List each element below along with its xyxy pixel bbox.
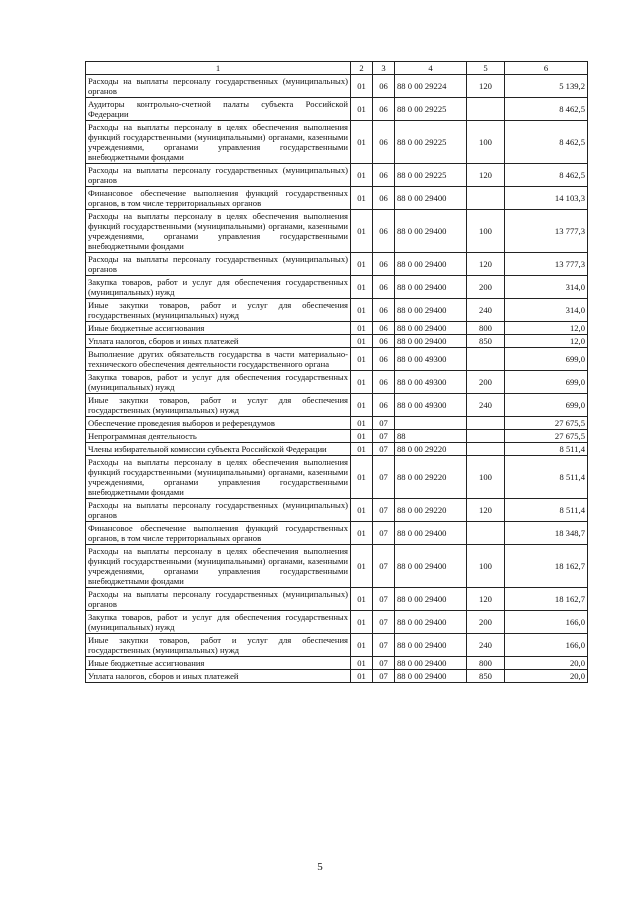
row-amount-cell: 8 511,4 (505, 443, 588, 456)
row-subsection-cell: 06 (373, 276, 395, 299)
budget-table (85, 61, 588, 683)
table-row (86, 522, 588, 545)
row-amount-cell: 8 462,5 (505, 121, 588, 164)
table-header (86, 62, 588, 75)
row-name-cell: Аудиторы контрольно-счетной палаты субъекта Российской Федерации (86, 98, 351, 121)
row-name-cell: Расходы на выплаты персоналу в целях обеспечения выполнения функций государственными (муниципальными) органами, казенными учреждениями, органами управления государственными внебюджетными фондами (86, 456, 351, 499)
row-subsection-cell: 07 (373, 657, 395, 670)
row-section-cell: 01 (351, 417, 373, 430)
row-expense-type-cell: 120 (467, 588, 505, 611)
row-expense-type-cell (467, 417, 505, 430)
row-subsection-cell: 07 (373, 522, 395, 545)
row-subsection-cell: 07 (373, 588, 395, 611)
row-target-article-cell: 88 0 00 29225 (395, 121, 467, 164)
row-section-cell: 01 (351, 611, 373, 634)
table-row (86, 443, 588, 456)
row-subsection-cell: 07 (373, 545, 395, 588)
row-target-article-cell: 88 0 00 29225 (395, 164, 467, 187)
header-cell-amount: 6 (505, 62, 588, 75)
row-subsection-cell: 06 (373, 335, 395, 348)
row-expense-type-cell: 120 (467, 164, 505, 187)
row-expense-type-cell: 850 (467, 670, 505, 683)
row-name-cell: Непрограммная деятельность (86, 430, 351, 443)
row-amount-cell: 27 675,5 (505, 417, 588, 430)
row-section-cell: 01 (351, 322, 373, 335)
table-row (86, 670, 588, 683)
row-section-cell: 01 (351, 210, 373, 253)
header-row (86, 62, 588, 75)
row-name-cell: Закупка товаров, работ и услуг для обеспечения государственных (муниципальных) нужд (86, 371, 351, 394)
page-number: 5 (317, 861, 323, 873)
table-row (86, 499, 588, 522)
row-target-article-cell: 88 0 00 29400 (395, 670, 467, 683)
row-expense-type-cell (467, 443, 505, 456)
row-name-cell: Иные закупки товаров, работ и услуг для обеспечения государственных (муниципальных) нужд (86, 299, 351, 322)
row-amount-cell: 12,0 (505, 335, 588, 348)
row-subsection-cell: 07 (373, 456, 395, 499)
table-row (86, 348, 588, 371)
row-target-article-cell (395, 417, 467, 430)
table-row (86, 417, 588, 430)
row-section-cell: 01 (351, 456, 373, 499)
row-target-article-cell: 88 0 00 29220 (395, 443, 467, 456)
row-expense-type-cell (467, 430, 505, 443)
row-target-article-cell: 88 0 00 49300 (395, 348, 467, 371)
table-row (86, 164, 588, 187)
row-target-article-cell: 88 0 00 29400 (395, 634, 467, 657)
row-subsection-cell: 06 (373, 253, 395, 276)
row-subsection-cell: 07 (373, 443, 395, 456)
row-name-cell: Расходы на выплаты персоналу государственных (муниципальных) органов (86, 75, 351, 98)
row-section-cell: 01 (351, 121, 373, 164)
table-body (86, 75, 588, 683)
row-name-cell: Финансовое обеспечение выполнения функций государственных органов, в том числе территориальных органов (86, 187, 351, 210)
row-target-article-cell: 88 0 00 29400 (395, 299, 467, 322)
row-subsection-cell: 06 (373, 210, 395, 253)
table-row (86, 588, 588, 611)
row-section-cell: 01 (351, 371, 373, 394)
table-row (86, 657, 588, 670)
row-target-article-cell: 88 0 00 49300 (395, 371, 467, 394)
row-target-article-cell: 88 (395, 430, 467, 443)
row-section-cell: 01 (351, 348, 373, 371)
row-name-cell: Расходы на выплаты персоналу в целях обеспечения выполнения функций государственными (муниципальными) органами, казенными учреждениями, органами управления государственными внебюджетными фондами (86, 210, 351, 253)
header-cell-subsection: 3 (373, 62, 395, 75)
row-amount-cell: 18 162,7 (505, 545, 588, 588)
row-section-cell: 01 (351, 187, 373, 210)
table-row (86, 187, 588, 210)
row-section-cell: 01 (351, 443, 373, 456)
row-section-cell: 01 (351, 430, 373, 443)
row-name-cell: Расходы на выплаты персоналу в целях обеспечения выполнения функций государственными (муниципальными) органами, казенными учреждениями, органами управления государственными внебюджетными фондами (86, 545, 351, 588)
row-subsection-cell: 07 (373, 670, 395, 683)
row-name-cell: Финансовое обеспечение выполнения функций государственных органов, в том числе территориальных органов (86, 522, 351, 545)
row-subsection-cell: 07 (373, 634, 395, 657)
row-target-article-cell: 88 0 00 29400 (395, 657, 467, 670)
row-expense-type-cell: 120 (467, 75, 505, 98)
row-expense-type-cell: 240 (467, 394, 505, 417)
row-amount-cell: 8 462,5 (505, 164, 588, 187)
row-section-cell: 01 (351, 522, 373, 545)
header-cell-expense-type: 5 (467, 62, 505, 75)
row-amount-cell: 18 348,7 (505, 522, 588, 545)
row-expense-type-cell: 100 (467, 545, 505, 588)
row-amount-cell: 8 462,5 (505, 98, 588, 121)
header-cell-section: 2 (351, 62, 373, 75)
row-target-article-cell: 88 0 00 29224 (395, 75, 467, 98)
row-expense-type-cell: 200 (467, 276, 505, 299)
row-name-cell: Иные бюджетные ассигнования (86, 322, 351, 335)
row-section-cell: 01 (351, 394, 373, 417)
row-section-cell: 01 (351, 164, 373, 187)
row-section-cell: 01 (351, 253, 373, 276)
table-row (86, 430, 588, 443)
table-row (86, 121, 588, 164)
row-section-cell: 01 (351, 499, 373, 522)
row-amount-cell: 166,0 (505, 634, 588, 657)
row-expense-type-cell: 850 (467, 335, 505, 348)
header-cell-name: 1 (86, 62, 351, 75)
row-name-cell: Иные закупки товаров, работ и услуг для обеспечения государственных (муниципальных) нужд (86, 394, 351, 417)
row-expense-type-cell: 240 (467, 634, 505, 657)
row-section-cell: 01 (351, 657, 373, 670)
row-target-article-cell: 88 0 00 29220 (395, 456, 467, 499)
table-row (86, 299, 588, 322)
row-amount-cell: 699,0 (505, 394, 588, 417)
row-subsection-cell: 06 (373, 371, 395, 394)
row-subsection-cell: 07 (373, 611, 395, 634)
row-subsection-cell: 06 (373, 394, 395, 417)
row-target-article-cell: 88 0 00 29400 (395, 335, 467, 348)
row-name-cell: Выполнение других обязательств государства в части материально-технического обеспечения деятельности государственного органа (86, 348, 351, 371)
row-target-article-cell: 88 0 00 29400 (395, 588, 467, 611)
row-amount-cell: 166,0 (505, 611, 588, 634)
row-target-article-cell: 88 0 00 29400 (395, 210, 467, 253)
row-subsection-cell: 06 (373, 164, 395, 187)
row-name-cell: Расходы на выплаты персоналу государственных (муниципальных) органов (86, 253, 351, 276)
row-subsection-cell: 07 (373, 499, 395, 522)
row-name-cell: Закупка товаров, работ и услуг для обеспечения государственных (муниципальных) нужд (86, 611, 351, 634)
row-amount-cell: 8 511,4 (505, 456, 588, 499)
table-row (86, 322, 588, 335)
row-section-cell: 01 (351, 98, 373, 121)
row-expense-type-cell: 200 (467, 611, 505, 634)
row-subsection-cell: 06 (373, 98, 395, 121)
row-amount-cell: 20,0 (505, 657, 588, 670)
row-expense-type-cell (467, 348, 505, 371)
header-cell-target-article: 4 (395, 62, 467, 75)
row-section-cell: 01 (351, 634, 373, 657)
row-amount-cell: 12,0 (505, 322, 588, 335)
row-subsection-cell: 06 (373, 299, 395, 322)
table-row (86, 611, 588, 634)
row-amount-cell: 5 139,2 (505, 75, 588, 98)
row-name-cell: Расходы на выплаты персоналу в целях обеспечения выполнения функций государственными (муниципальными) органами, казенными учреждениями, органами управления государственными внебюджетными фондами (86, 121, 351, 164)
row-expense-type-cell: 800 (467, 322, 505, 335)
row-amount-cell: 18 162,7 (505, 588, 588, 611)
row-expense-type-cell (467, 187, 505, 210)
row-name-cell: Закупка товаров, работ и услуг для обеспечения государственных (муниципальных) нужд (86, 276, 351, 299)
row-subsection-cell: 06 (373, 322, 395, 335)
row-subsection-cell: 06 (373, 75, 395, 98)
row-amount-cell: 8 511,4 (505, 499, 588, 522)
table-row (86, 456, 588, 499)
row-subsection-cell: 07 (373, 430, 395, 443)
row-name-cell: Иные бюджетные ассигнования (86, 657, 351, 670)
row-amount-cell: 314,0 (505, 276, 588, 299)
row-target-article-cell: 88 0 00 29400 (395, 276, 467, 299)
row-subsection-cell: 06 (373, 348, 395, 371)
row-name-cell: Расходы на выплаты персоналу государственных (муниципальных) органов (86, 164, 351, 187)
row-subsection-cell: 07 (373, 417, 395, 430)
row-amount-cell: 314,0 (505, 299, 588, 322)
row-target-article-cell: 88 0 00 29220 (395, 499, 467, 522)
row-subsection-cell: 06 (373, 121, 395, 164)
row-amount-cell: 13 777,3 (505, 253, 588, 276)
table-row (86, 210, 588, 253)
row-amount-cell: 699,0 (505, 371, 588, 394)
row-expense-type-cell: 200 (467, 371, 505, 394)
row-section-cell: 01 (351, 588, 373, 611)
row-name-cell: Иные закупки товаров, работ и услуг для обеспечения государственных (муниципальных) нужд (86, 634, 351, 657)
table-row (86, 98, 588, 121)
table-row (86, 335, 588, 348)
row-name-cell: Уплата налогов, сборов и иных платежей (86, 670, 351, 683)
row-expense-type-cell: 800 (467, 657, 505, 670)
row-expense-type-cell: 120 (467, 253, 505, 276)
row-subsection-cell: 06 (373, 187, 395, 210)
row-section-cell: 01 (351, 75, 373, 98)
row-target-article-cell: 88 0 00 29225 (395, 98, 467, 121)
row-target-article-cell: 88 0 00 29400 (395, 253, 467, 276)
table-row (86, 276, 588, 299)
row-section-cell: 01 (351, 276, 373, 299)
row-name-cell: Расходы на выплаты персоналу государственных (муниципальных) органов (86, 499, 351, 522)
row-amount-cell: 13 777,3 (505, 210, 588, 253)
row-expense-type-cell: 100 (467, 210, 505, 253)
row-amount-cell: 14 103,3 (505, 187, 588, 210)
row-expense-type-cell: 240 (467, 299, 505, 322)
row-target-article-cell: 88 0 00 29400 (395, 187, 467, 210)
row-expense-type-cell: 120 (467, 499, 505, 522)
table-row (86, 75, 588, 98)
table-row (86, 371, 588, 394)
table-row (86, 253, 588, 276)
row-amount-cell: 699,0 (505, 348, 588, 371)
table-row (86, 394, 588, 417)
row-name-cell: Обеспечение проведения выборов и референдумов (86, 417, 351, 430)
row-expense-type-cell (467, 98, 505, 121)
row-target-article-cell: 88 0 00 29400 (395, 545, 467, 588)
row-target-article-cell: 88 0 00 29400 (395, 322, 467, 335)
row-section-cell: 01 (351, 299, 373, 322)
row-target-article-cell: 88 0 00 29400 (395, 611, 467, 634)
row-target-article-cell: 88 0 00 49300 (395, 394, 467, 417)
row-name-cell: Расходы на выплаты персоналу государственных (муниципальных) органов (86, 588, 351, 611)
table-row (86, 545, 588, 588)
row-expense-type-cell: 100 (467, 456, 505, 499)
row-name-cell: Члены избирательной комиссии субъекта Российской Федерации (86, 443, 351, 456)
row-section-cell: 01 (351, 545, 373, 588)
row-name-cell: Уплата налогов, сборов и иных платежей (86, 335, 351, 348)
row-section-cell: 01 (351, 670, 373, 683)
row-expense-type-cell: 100 (467, 121, 505, 164)
row-amount-cell: 20,0 (505, 670, 588, 683)
row-amount-cell: 27 675,5 (505, 430, 588, 443)
table-row (86, 634, 588, 657)
row-section-cell: 01 (351, 335, 373, 348)
row-target-article-cell: 88 0 00 29400 (395, 522, 467, 545)
row-expense-type-cell (467, 522, 505, 545)
